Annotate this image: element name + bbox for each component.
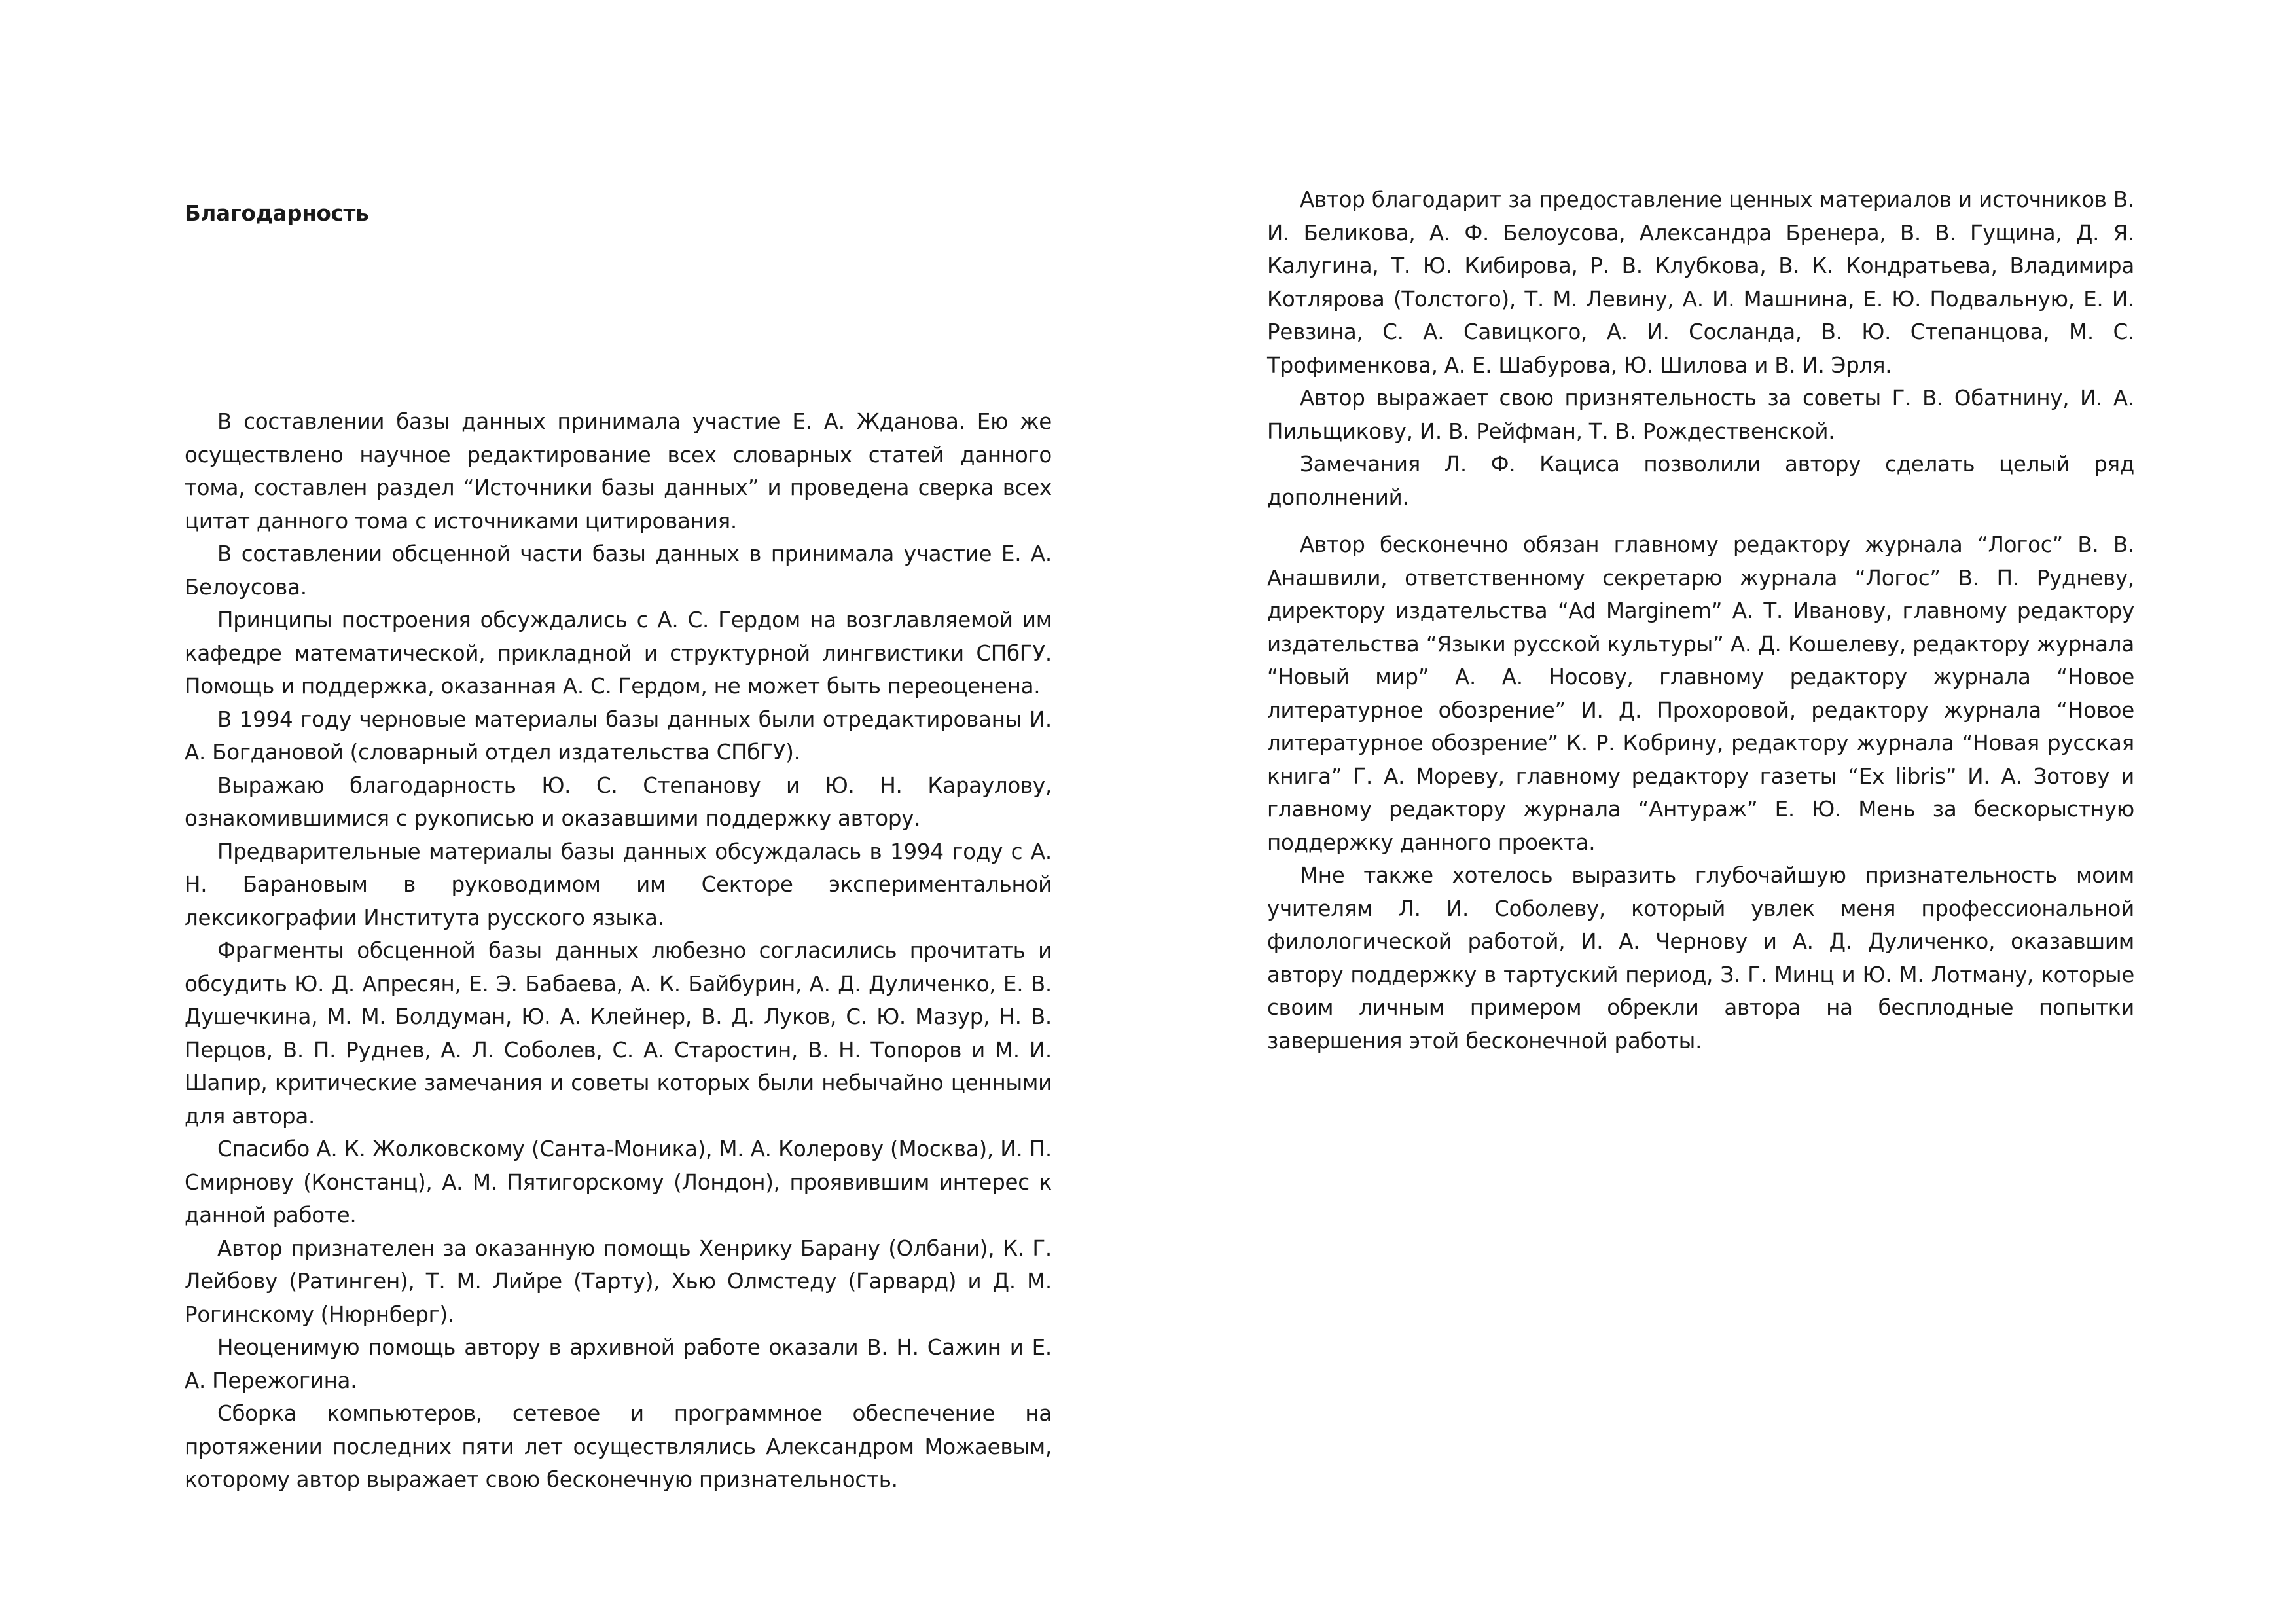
paragraph-materials: Автор благодарит за предоставление ценных материалов и источников В. И. Беликова, А. Ф. Белоусова, Александра Бренера, В. В. Гущина, Д. Я. Калугина, Т. Ю. Кибирова, Р. В. Клубкова, В. К. Кондратьева, Владимира Котлярова (Толстого), Т. М. Левину, А. И. Машнина, Е. Ю. Подвальную, Е. И. Ревзина, С. А. Савицкого, А. И. Сосланда, В. Ю. Степанцова, М. С. Трофименкова, А. Е. Шабурова, Ю. Шилова и В. И. Эрля.	[1267, 187, 2134, 378]
page-heading: Благодарность	[185, 201, 369, 226]
right-body-text-1	[1267, 183, 2134, 514]
paragraph-katsis: Замечания Л. Ф. Кациса позволили автору сделать целый ряд дополнений.	[1267, 452, 2134, 510]
paragraph-foreign-help: Автор признателен за оказанную помощь Хенрику Барану (Олбани), К. Г. Лейбову (Ратинген), Т. М. Лийре (Тарту), Хью Олмстеду (Гарвард) и Д. М. Рогинскому (Нюрнберг).	[185, 1235, 1052, 1327]
paragraph-baranov: Предварительные материалы базы данных обсуждалась в 1994 году с А. Н. Барановым в руководимом им Секторе экспериментальной лексикографии Института русского языка.	[185, 839, 1052, 930]
paragraph-belousova: В составлении обсценной части базы данных в принимала участие Е. А. Белоусова.	[185, 541, 1052, 600]
paragraph-teachers: Мне также хотелось выразить глубочайшую признательность моим учителям Л. И. Соболеву, который увлек меня профессиональной филологической работой, И. А. Чернову и А. Д. Дуличенко, оказавшим автору поддержку в тартуский период, З. Г. Минц и Ю. М. Лотману, которые своим личным примером обрекли автора на бесплодные попытки завершения этой бесконечной работы.	[1267, 863, 2134, 1053]
paragraph-editors: Автор бесконечно обязан главному редактору журнала “Логос” В. В. Анашвили, ответственному секретарю журнала “Логос” В. П. Рудневу, директору издательства “Ad Marginem” А. Т. Иванову, главному редактору издательства “Языки русской культуры” А. Д. Кошелеву, редактору журнала “Новый мир” А. А. Носову, главному редактору журнала “Новое литературное обозрение” И. Д. Прохоровой, редактору журнала “Новое литературное обозрение” К. Р. Кобрину, редактору журнала “Новая русская книга” Г. А. Мореву, главному редактору газеты “Ex libris” И. А. Зотову и главному редактору журнала “Антураж” Е. Ю. Мень за бескорыстную поддержку данного проекта.	[1267, 532, 2134, 855]
right-body-text-2	[1267, 528, 2134, 1057]
paragraph-advice: Автор выражает свою признятельность за советы Г. В. Обатнину, И. А. Пильщикову, И. В. Рейфман, Т. В. Рождественской.	[1267, 386, 2134, 444]
paragraph-mozhaev: Сборка компьютеров, сетевое и программное обеспечение на протяжении последних пяти лет осуществлялись Александром Можаевым, которому автор выражает свою бесконечную признательность.	[185, 1401, 1052, 1492]
paragraph-zholkovsky: Спасибо А. К. Жолковскому (Санта-Моника), М. А. Колерову (Москва), И. П. Смирнову (Констанц), А. М. Пятигорскому (Лондон), проявившим интерес к данной работе.	[185, 1137, 1052, 1228]
paragraph-stepanov-karaulov: Выражаю благодарность Ю. С. Степанову и Ю. Н. Караулову, ознакомившимися с рукописью и оказавшими поддержку автору.	[185, 773, 1052, 831]
paragraph-reviewers: Фрагменты обсценной базы данных любезно согласились прочитать и обсудить Ю. Д. Апресян, Е. Э. Бабаева, А. К. Байбурин, А. Д. Дуличенко, Е. В. Душечкина, М. М. Болдуман, Ю. А. Клейнер, В. Д. Луков, С. Ю. Мазур, Н. В. Перцов, В. П. Руднев, А. Л. Соболев, С. А. Старостин, В. Н. Топоров и М. И. Шапир, критические замечания и советы которых были небычайно ценными для автора.	[185, 938, 1052, 1129]
paragraph-archive-help: Неоценимую помощь автору в архивной работе оказали В. Н. Сажин и Е. А. Пережогина.	[185, 1335, 1052, 1393]
left-body-text	[185, 405, 1052, 1497]
paragraph-zhdanova: В составлении базы данных принимала участие Е. А. Жданова. Ею же осуществлено научное редактирование всех словарных статей данного тома, составлен раздел “Источники базы данных” и проведена сверка всех цитат данного тома с источниками цитирования.	[185, 409, 1052, 534]
paragraph-gerd: Принципы построения обсуждались с А. С. Гердом на возглавляемой им кафедре математической, прикладной и структурной лингвистики СПбГУ. Помощь и поддержка, оказанная А. С. Гердом, не может быть переоценена.	[185, 608, 1052, 699]
paragraph-bogdanova: В 1994 году черновые материалы базы данных были отредактированы И. А. Богдановой (словарный отдел издательства СПбГУ).	[185, 706, 1052, 765]
